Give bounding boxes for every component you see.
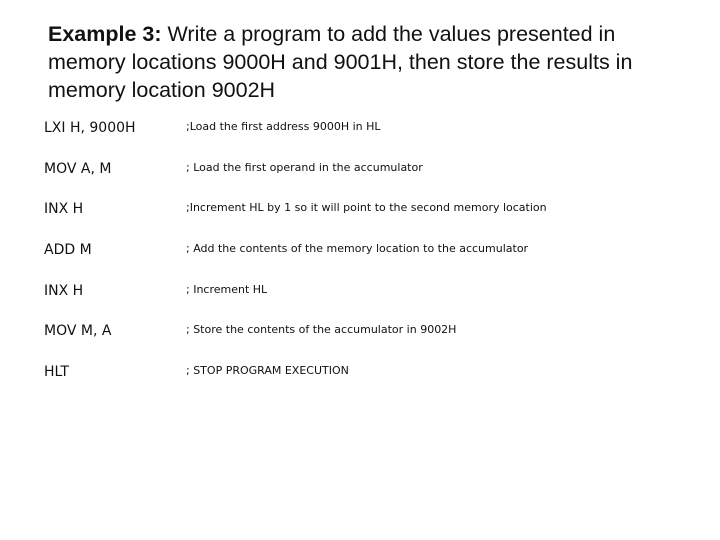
slide-title bbox=[48, 20, 713, 104]
assembly-program bbox=[44, 112, 704, 397]
program-line bbox=[44, 112, 704, 153]
title-line-1 bbox=[48, 20, 713, 48]
example-label: Example 3: bbox=[48, 22, 162, 46]
instruction-comment: ; STOP PROGRAM EXECUTION bbox=[186, 364, 349, 378]
instruction: MOV A, M bbox=[44, 160, 112, 177]
instruction: MOV M, A bbox=[44, 323, 112, 340]
program-line bbox=[44, 193, 704, 234]
instruction-comment: ; Load the first operand in the accumulator bbox=[186, 160, 423, 174]
title-line-2: memory locations 9000H and 9001H, then store the results in bbox=[48, 50, 633, 74]
program-line bbox=[44, 315, 704, 356]
program-line bbox=[44, 275, 704, 316]
instruction: INX H bbox=[44, 201, 84, 218]
instruction: ADD M bbox=[44, 242, 92, 259]
program-line bbox=[44, 234, 704, 275]
program-line bbox=[44, 153, 704, 194]
program-line bbox=[44, 356, 704, 397]
instruction-comment: ; Increment HL bbox=[186, 282, 268, 296]
instruction-comment: ;Increment HL by 1 so it will point to the second memory location bbox=[186, 201, 547, 215]
instruction-comment: ; Store the contents of the accumulator in 9002H bbox=[186, 323, 457, 337]
title-line-1-text: Write a program to add the values presented in bbox=[167, 22, 616, 46]
instruction: LXI H, 9000H bbox=[44, 120, 136, 136]
instruction: HLT bbox=[44, 364, 69, 381]
title-line-3: memory location 9002H bbox=[48, 78, 276, 102]
instruction-comment: ; Add the contents of the memory location to the accumulator bbox=[186, 242, 529, 256]
instruction: INX H bbox=[44, 282, 84, 299]
instruction-comment: ;Load the first address 9000H in HL bbox=[186, 120, 381, 133]
